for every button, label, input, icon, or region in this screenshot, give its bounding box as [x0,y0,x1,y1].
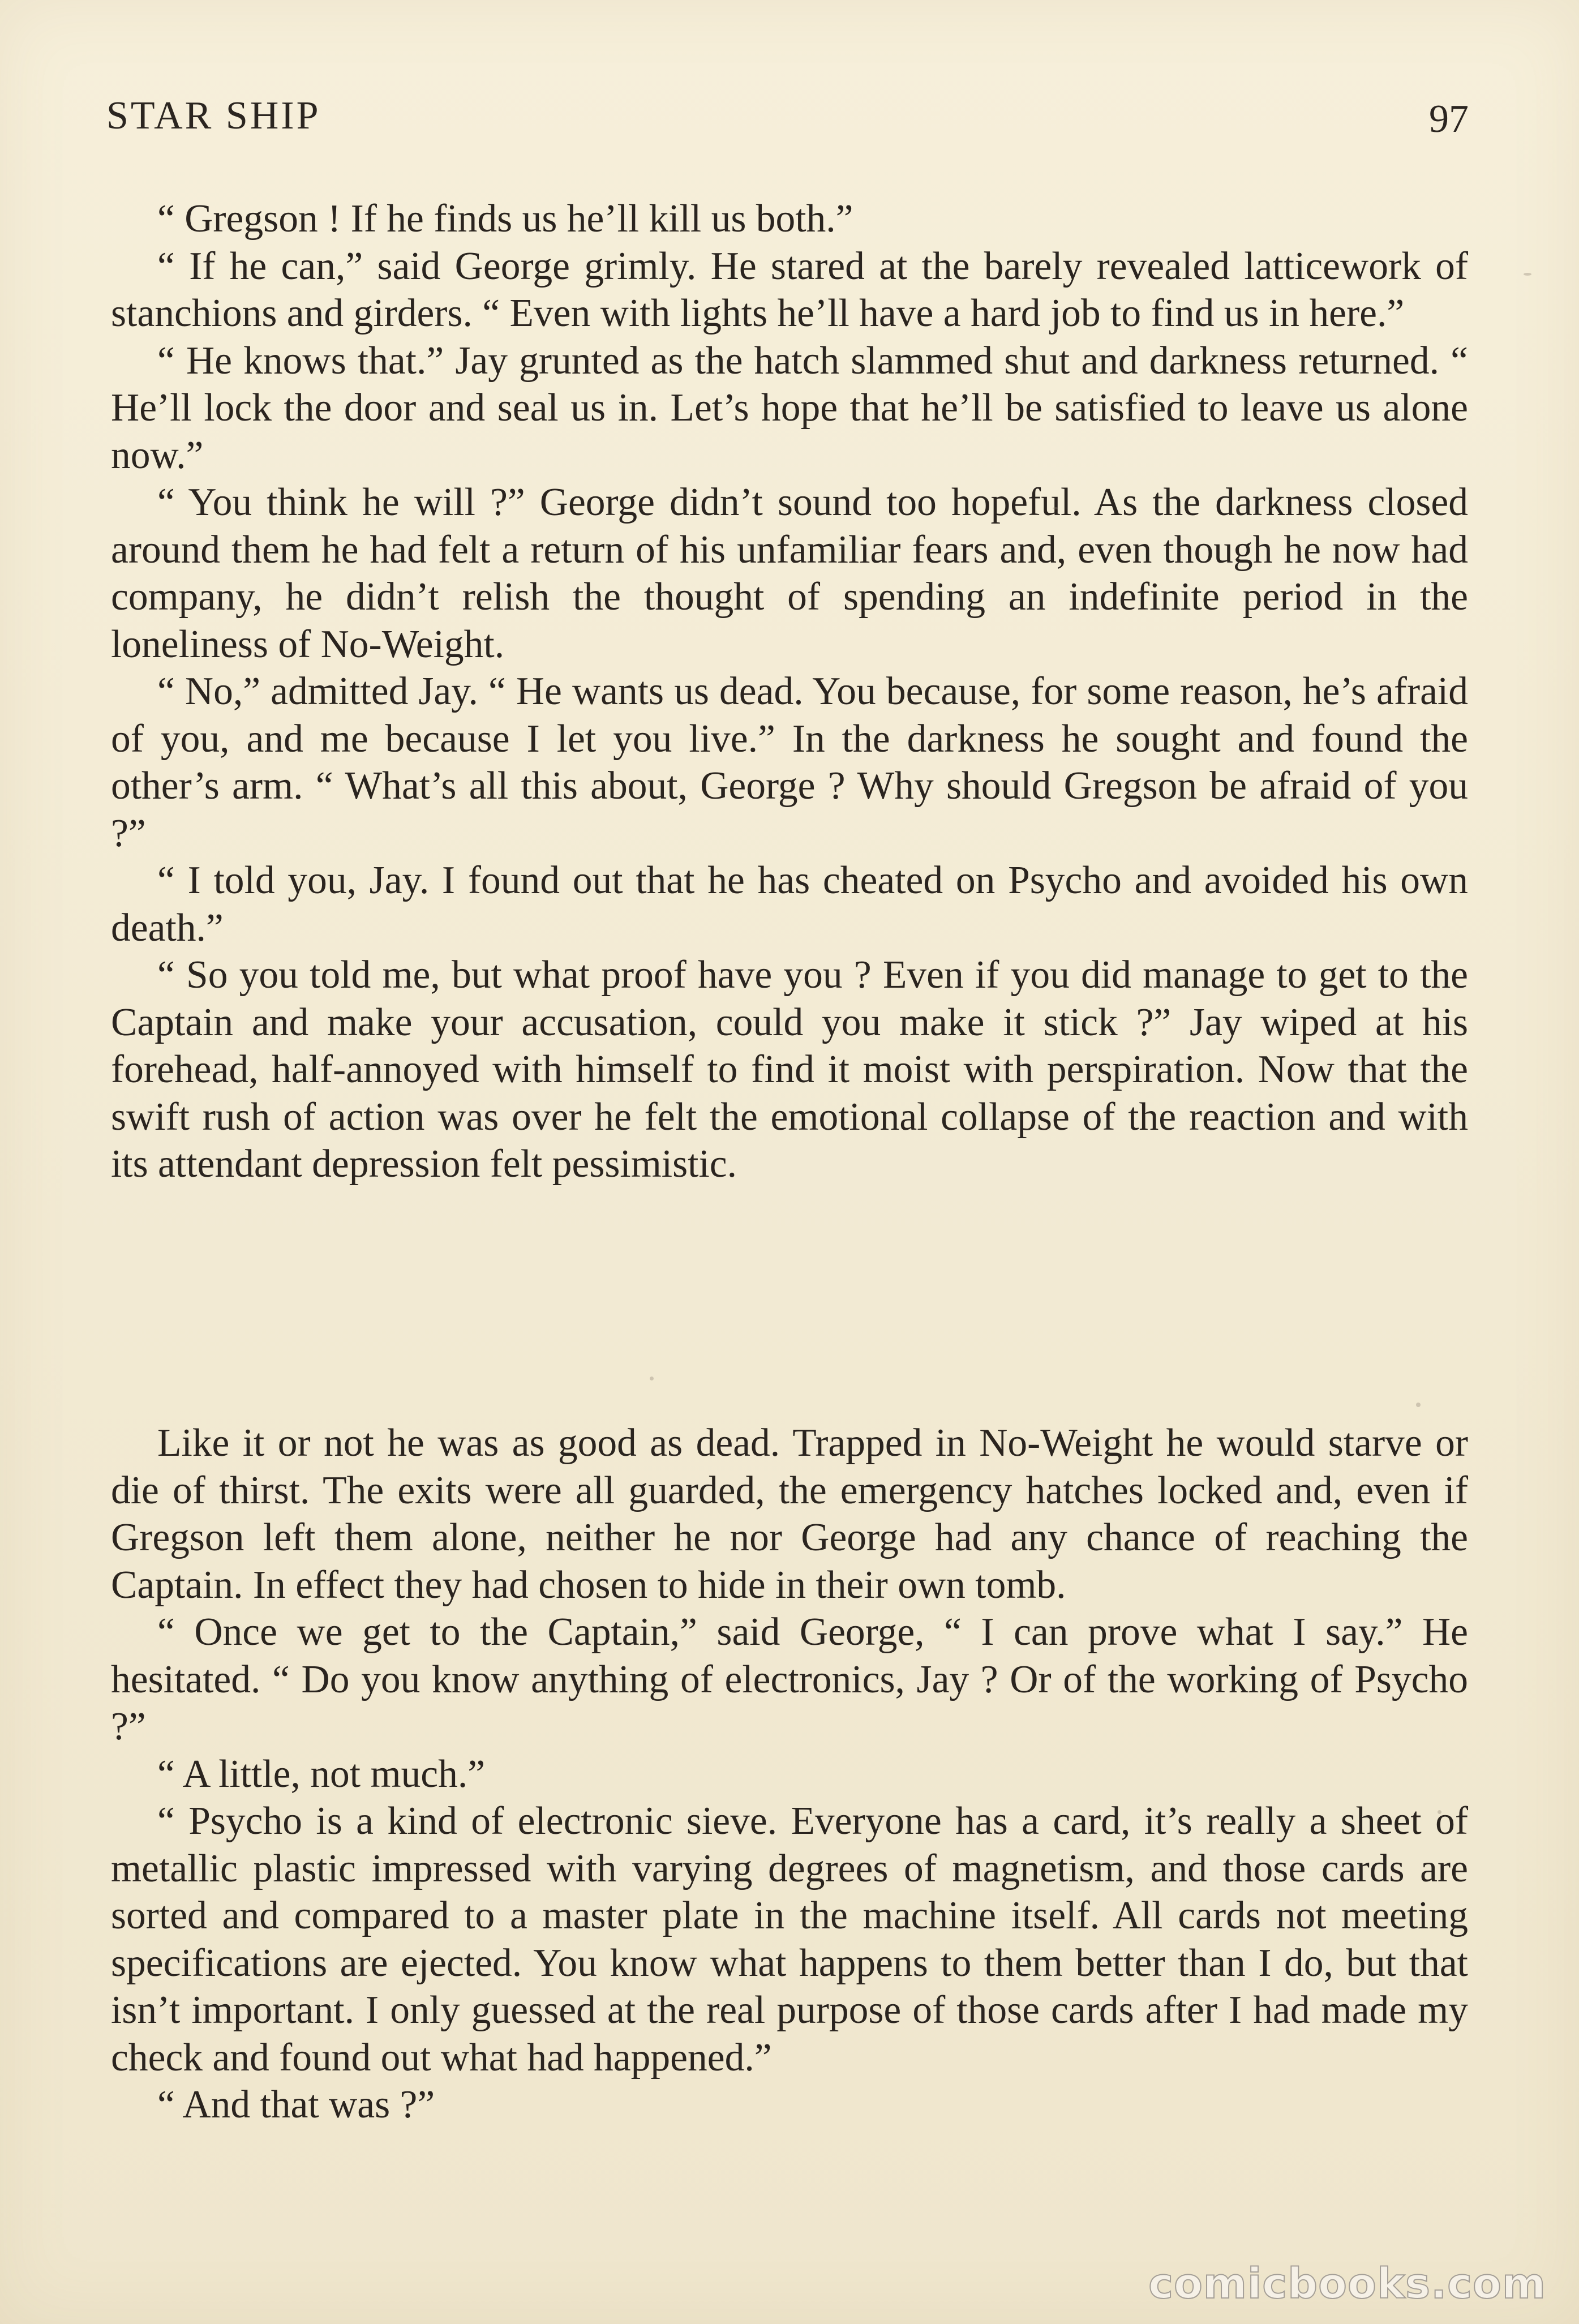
paragraph: “ A little, not much.” [157,1752,486,1796]
paper-speck [1524,273,1531,276]
paragraph: Like it or not he was as good as dead. Trapped in No-Weight he would starve or die of thirst. The exits were all guarded, the emergency hatches locked and, even if Gregson left them alone, neither he nor George had any chance of reaching the Captain. In effect they had chosen to hide in their own tomb. [111,1421,1468,1607]
paper-speck [1416,1403,1421,1407]
watermark: comicbooks.com [1148,2259,1546,2308]
running-head [106,93,1469,150]
paragraph: “ No,” admitted Jay. “ He wants us dead. You because, for some reason, he’s afraid of you, and me because I let you live.” In the darkness he sought and found the other’s arm. “ What’s all this about, George ? Why should Gregson be afraid of you ?” [111,670,1468,855]
paper-speck [650,1377,654,1380]
paragraph: “ Once we get to the Captain,” said George, “ I can prove what I say.” He hesitated. “ Do you know anything of electronics, Jay ? Or of the working of Psycho ?” [111,1610,1468,1748]
page-number: 97 [1429,97,1469,141]
paragraph: “ Psycho is a kind of electronic sieve. Everyone has a card, it’s really a sheet of metallic plastic impressed with varying degrees of magnetism, and those cards are sorted and compared to a master plate in the machine itself. All cards not meeting specifications are ejected. You know what happens to them better than I do, but that isn’t important. I only guessed at the real purpose of those cards after I had made my check and found out what had happened.” [111,1799,1468,2079]
paragraph: “ He knows that.” Jay grunted as the hatch slammed shut and darkness returned. “ He’ll lock the door and seal us in. Let’s hope that he’ll be satisfied to leave us alone now.” [111,338,1468,477]
paragraph: “ I told you, Jay. I found out that he has cheated on Psycho and avoided his own death.” [111,859,1468,950]
paragraph: “ And that was ?” [157,2083,435,2126]
paragraph: “ If he can,” said George grimly. He stared at the barely revealed latticework of stanchions and girders. “ Even with lights he’ll have a hard job to find us in here.” [111,244,1468,335]
paper-speck [1053,507,1058,509]
paper-speck [1438,1810,1441,1814]
text-section-before-break [111,195,1468,1188]
paragraph: “ So you told me, but what proof have you ? Even if you did manage to get to the Captain and make your accusation, could you make it stick ?” Jay wiped at his forehead, half-annoyed with himself to find it moist with perspiration. Now that the swift rush of action was over he felt the emotional collapse of the reaction and with its attendant depression felt pessimistic. [111,953,1468,1186]
paragraph: “ Gregson ! If he finds us he’ll kill us both.” [157,197,853,241]
text-section-after-break [111,1420,1468,2129]
running-title: STAR SHIP [106,94,321,138]
paragraph: “ You think he will ?” George didn’t sound too hopeful. As the darkness closed around them he had felt a return of his unfamiliar fears and, even though he now had company, he didn’t relish the thought of spending an indefinite period in the loneliness of No-Weight. [111,481,1468,666]
